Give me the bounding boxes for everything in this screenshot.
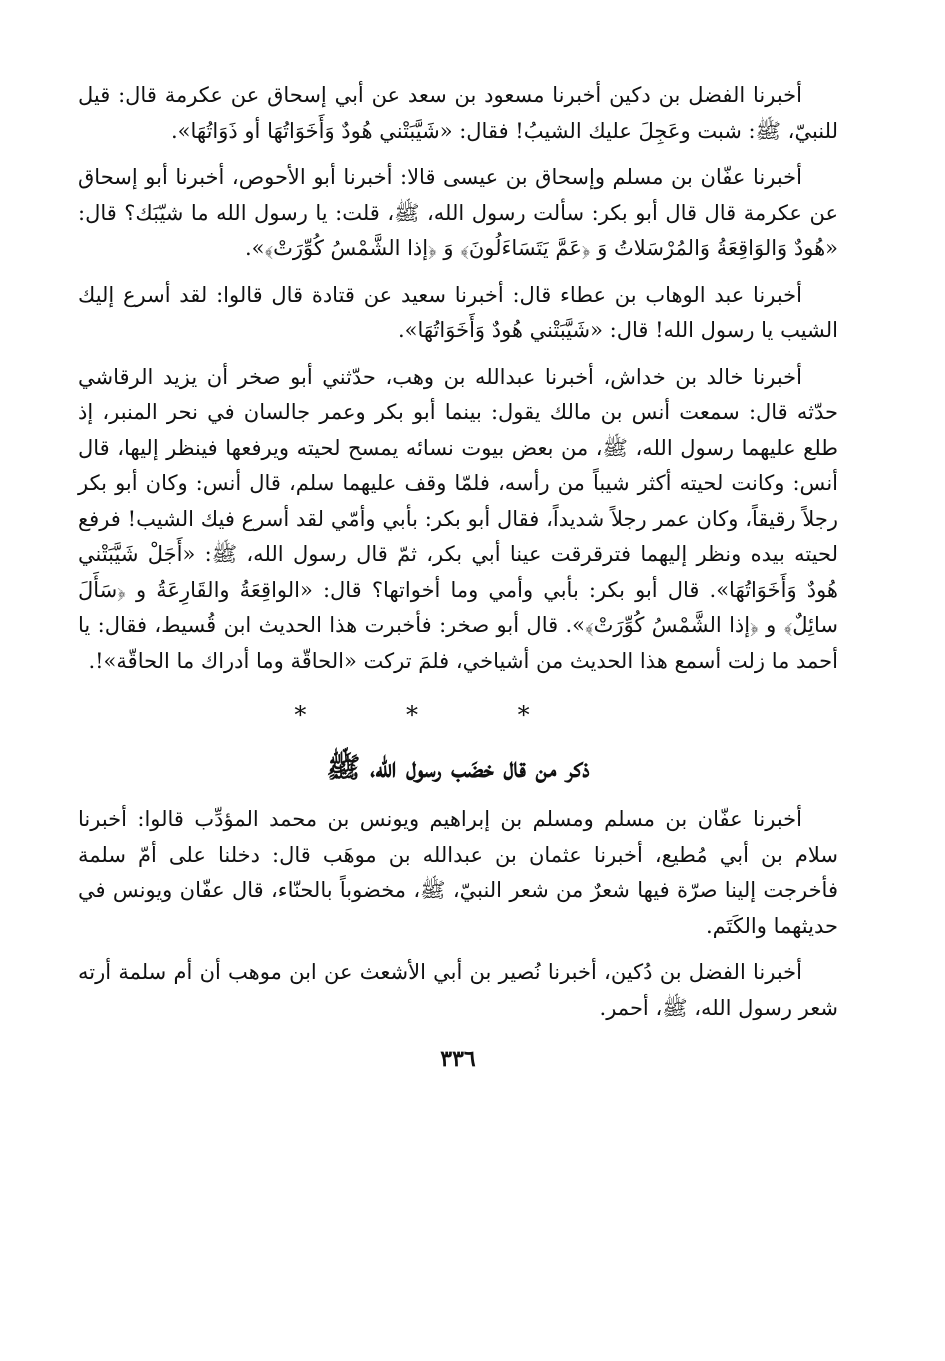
hadith-paragraph: أخبرنا الفضل بن دُكين، أخبرنا نُصير بن أبي الأشعث عن ابن موهب أن أم سلمة أرته شعر رسول الله، ﷺ، أحمر. <box>78 960 838 1020</box>
section-separator: * * * <box>294 701 576 729</box>
hadith-paragraph: أخبرنا عبد الوهاب بن عطاء قال: أخبرنا سعيد عن قتادة قال قالوا: لقد أسرع إليك الشيب يا رسول الله! قال: «شَيَّبَتْني هُودٌ وَأَخَوَاتُهَا». <box>78 282 838 342</box>
hadith-paragraph: أخبرنا خالد بن خداش، أخبرنا عبدالله بن وهب، حدّثني أبو صخر أن يزيد الرقاشي حدّثه قال: سمعت أنس بن مالك يقول: بينما أبو بكر وعمر جالسان في نحر المنبر، إذ طلع عليهما رسول الله، ﷺ، من بعض بيوت نسائه يمسح لحيته ويرفعها فينظر إليها، قال أنس: وكانت لحيته أكثر شيباً من رأسه، فلمّا وقف عليهما سلم، قال أنس: وكان أبو بكر رجلاً رقيقاً، وكان عمر رجلاً شديداً، فقال أبو بكر: بأبي وأمّي لقد أسرع فيك الشيب! فرفع لحيته بيده ونظر إليهما فترقرقت عينا أبي بكر، ثمّ قال رسول الله، ﷺ: «أَجَلْ شَيَّبَتْني هُودٌ وَأَخَوَاتُهَا». قال أبو بكر: بأبي وأمي وما أخواتها؟ قال: «الواقِعَةُ والقَارِعَةُ و ﴿سَأَلَ سائِلٌ﴾ و ﴿إذا الشَّمْسُ كُوِّرَتْ﴾». قال أبو صخر: فأخبرت هذا الحديث ابن قُسيط، فقال: يا أحمد ما زلت أسمع هذا الحديث من أشياخي، فلمَ تركت «الحاقّة وما أدراك ما الحاقّة»!. <box>78 364 838 673</box>
hadith-paragraph: أخبرنا عفّان بن مسلم ومسلم بن إبراهيم ويونس بن محمد المؤدِّب قالوا: أخبرنا سلام بن أبي مُطيع، أخبرنا عثمان بن عبدالله بن موهَب قال: دخلنا على أمّ سلمة فأخرجت إلينا صرّة فيها شعرٌ من شعر النبيّ، ﷺ، مخضوباً بالحنّاء، قال عفّان ويونس في حديثهما والكَتَم. <box>78 807 838 938</box>
book-page <box>78 78 838 1338</box>
section-heading: ذكر من قال خضَب رسول الله، ﷺ <box>326 751 590 784</box>
hadith-paragraph: أخبرنا الفضل بن دكين أخبرنا مسعود بن سعد عن أبي إسحاق عن عكرمة قال: قيل للنبيّ، ﷺ: شبت وعَجِلَ عليك الشيبُ! فقال: «شَيَّبَتْني هُودٌ وَأَخَوَاتُهَا أو ذَوَاتُهَا». <box>78 83 838 143</box>
hadith-paragraph: أخبرنا عفّان بن مسلم وإسحاق بن عيسى قالا: أخبرنا أبو الأحوص، أخبرنا أبو إسحاق عن عكرمة قال قال أبو بكر: سألت رسول الله، ﷺ، قلت: يا رسول الله ما شيّبَك؟ قال: «هُودٌ وَالوَاقِعَةُ وَالمُرْسَلاتُ وَ ﴿عَمَّ يَتَسَاءَلُونَ﴾ وَ ﴿إذا الشَّمْسُ كُوِّرَتْ﴾». <box>78 165 838 260</box>
page-number: ٣٣٦ <box>440 1046 476 1072</box>
